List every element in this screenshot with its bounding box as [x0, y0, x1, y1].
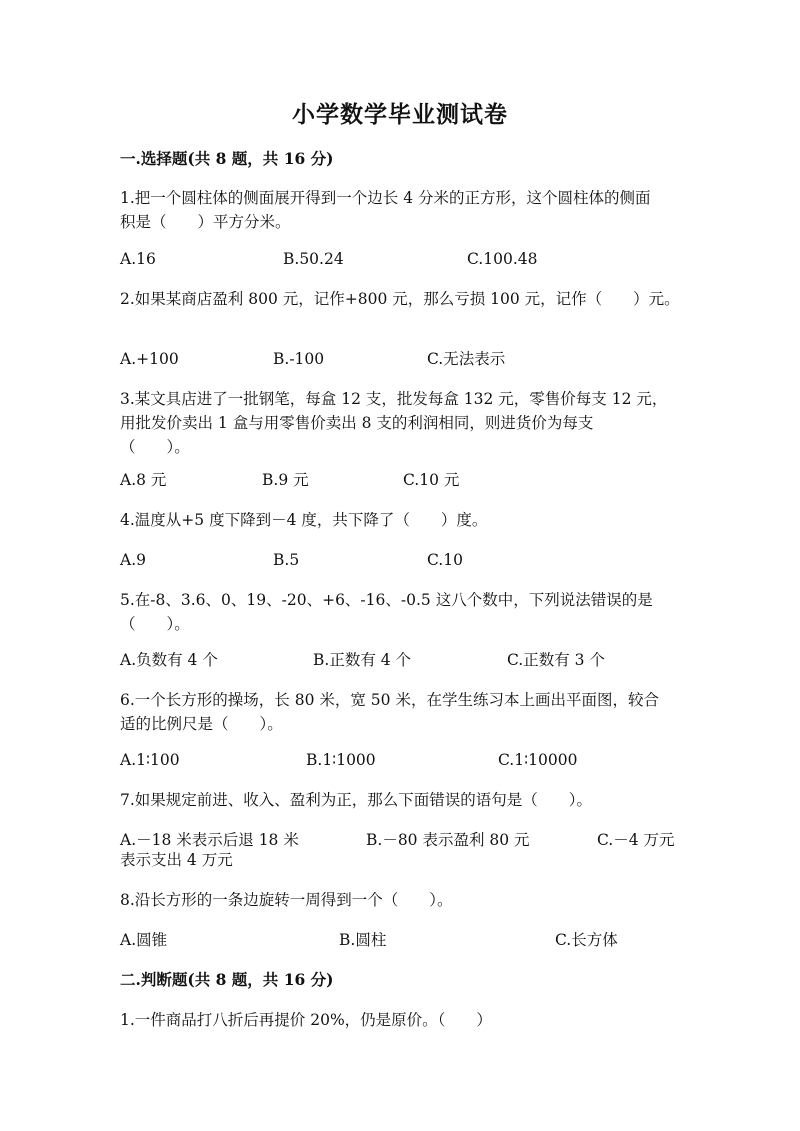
question-1-line-2: 积是（ ）平方分米。 — [120, 213, 291, 231]
option-c[interactable]: C.10 元 — [403, 471, 460, 489]
question-5-options — [120, 648, 680, 672]
option-c[interactable]: C.100.48 — [467, 250, 538, 268]
question-2-line-1: 2.如果某商店盈利 800 元，记作+800 元，那么亏损 100 元，记作（ ）元。 — [120, 290, 680, 308]
option-c[interactable]: C.正数有 3 个 — [507, 651, 605, 669]
question-8-options — [120, 928, 680, 952]
question-7 — [120, 788, 680, 812]
question-3-line-3: （ ）。 — [120, 438, 190, 456]
question-1-line-1: 1.把一个圆柱体的侧面展开得到一个边长 4 分米的正方形，这个圆柱体的侧面 — [120, 189, 651, 207]
option-b[interactable]: B.圆柱 — [339, 931, 387, 949]
question-4-line-1: 4.温度从+5 度下降到－4 度，共下降了（ ）度。 — [120, 511, 488, 529]
page-title: 小学数学毕业测试卷 — [292, 101, 508, 128]
question-7-line-1: 7.如果规定前进、收入、盈利为正，那么下面错误的语句是（ ）。 — [120, 791, 593, 809]
section-heading-choice: 一.选择题(共 8 题，共 16 分) — [120, 149, 334, 168]
option-c-continuation: 表示支出 4 万元 — [120, 851, 233, 869]
question-6-options — [120, 748, 680, 772]
option-c[interactable]: C.－4 万元 — [597, 831, 675, 849]
question-3-line-1: 3.某文具店进了一批钢笔，每盒 12 支，批发每盒 132 元，零售价每支 12 元， — [120, 390, 668, 408]
question-7-option-c-wrap — [120, 848, 680, 872]
question-1-options — [120, 247, 680, 271]
question-4-options — [120, 548, 680, 572]
judgement-question-1-line-1: 1.一件商品打八折后再提价 20%，仍是原价。（ ） — [120, 1011, 492, 1029]
question-3 — [120, 387, 680, 459]
option-a[interactable]: A.－18 米表示后退 18 米 — [120, 831, 299, 849]
option-b[interactable]: B.-100 — [273, 350, 325, 368]
option-c[interactable]: C.1∶10000 — [498, 751, 578, 769]
question-5-line-1: 5.在-8、3.6、0、19、-20、+6、-16、-0.5 这八个数中，下列说法错误的是 — [120, 591, 653, 609]
question-5 — [120, 588, 680, 636]
question-8-line-1: 8.沿长方形的一条边旋转一周得到一个（ ）。 — [120, 891, 453, 909]
question-2-options — [120, 347, 680, 371]
option-b[interactable]: B.50.24 — [283, 250, 344, 268]
option-a[interactable]: A.16 — [120, 250, 156, 268]
option-b[interactable]: B.9 元 — [262, 471, 309, 489]
option-b[interactable]: B.1∶1000 — [306, 751, 376, 769]
option-a[interactable]: A.8 元 — [120, 471, 167, 489]
question-6-line-1: 6.一个长方形的操场，长 80 米，宽 50 米，在学生练习本上画出平面图，较合 — [120, 691, 659, 709]
question-6-line-2: 适的比例尺是（ ）。 — [120, 715, 283, 733]
option-a[interactable]: A.9 — [120, 551, 146, 569]
question-4 — [120, 508, 680, 532]
judgement-question-1 — [120, 1008, 680, 1032]
question-8 — [120, 888, 680, 912]
question-1 — [120, 186, 680, 234]
option-c[interactable]: C.无法表示 — [427, 350, 506, 368]
question-6 — [120, 688, 680, 736]
option-b[interactable]: B.－80 表示盈利 80 元 — [366, 831, 530, 849]
option-c[interactable]: C.10 — [427, 551, 463, 569]
question-3-options — [120, 468, 680, 492]
question-3-line-2: 用批发价卖出 1 盒与用零售价卖出 8 支的利润相同，则进货价为每支 — [120, 414, 594, 432]
option-a[interactable]: A.圆锥 — [120, 931, 168, 949]
question-2 — [120, 287, 680, 311]
option-b[interactable]: B.5 — [273, 551, 300, 569]
option-b[interactable]: B.正数有 4 个 — [313, 651, 412, 669]
question-5-line-2: （ ）。 — [120, 615, 190, 633]
section-heading-judgement: 二.判断题(共 8 题，共 16 分) — [120, 970, 334, 989]
option-a[interactable]: A.负数有 4 个 — [120, 651, 218, 669]
option-a[interactable]: A.1∶100 — [120, 751, 180, 769]
option-c[interactable]: C.长方体 — [555, 931, 618, 949]
option-a[interactable]: A.+100 — [120, 350, 179, 368]
